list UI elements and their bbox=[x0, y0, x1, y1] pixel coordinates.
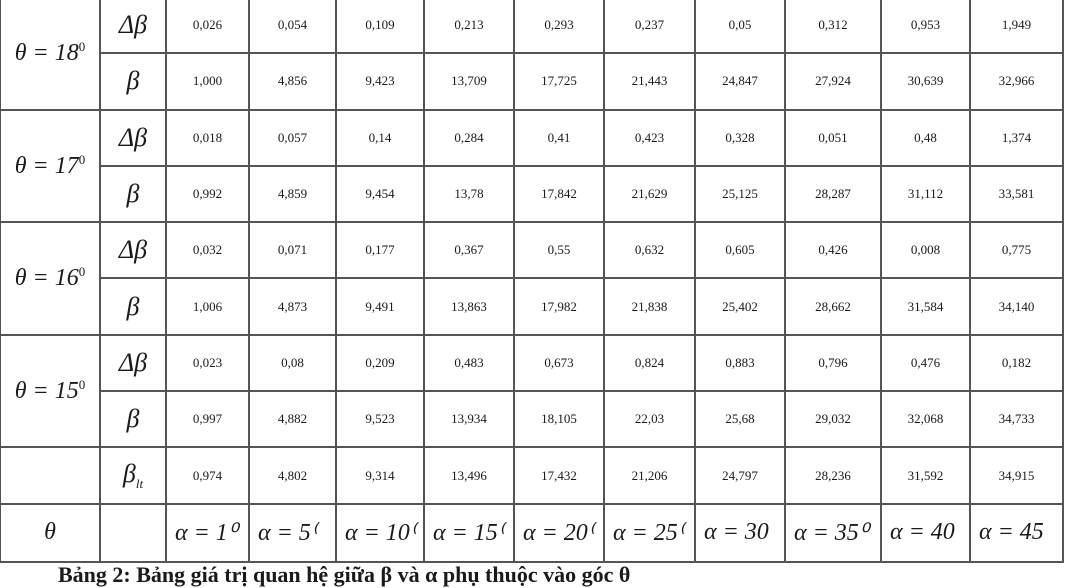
table-row bbox=[0, 53, 1063, 109]
theta-degree: 0 bbox=[78, 151, 86, 167]
beta-cell: 13,863 bbox=[424, 278, 514, 334]
theta-label-text: θ = 15 bbox=[14, 378, 79, 405]
alpha-header: α = 45 bbox=[970, 504, 1063, 562]
beta-lt-cell: 17,432 bbox=[514, 447, 604, 503]
delta-beta-cell: 0,023 bbox=[166, 335, 249, 391]
beta-cell: 1,000 bbox=[166, 53, 249, 109]
delta-beta-cell: 0,051 bbox=[785, 110, 881, 166]
beta-cell: 0,992 bbox=[166, 166, 249, 222]
delta-beta-cell: 0,312 bbox=[785, 0, 881, 53]
beta-lt-cell: 31,592 bbox=[881, 447, 970, 503]
beta-cell: 29,032 bbox=[785, 391, 881, 447]
alpha-header: α = 40 bbox=[881, 504, 970, 562]
delta-beta-cell: 0,054 bbox=[249, 0, 336, 53]
alpha-header: α = 15⁽ bbox=[424, 504, 514, 562]
beta-lt-cell: 34,915 bbox=[970, 447, 1063, 503]
delta-beta-cell: 0,026 bbox=[166, 0, 249, 53]
beta-cell: 4,873 bbox=[249, 278, 336, 334]
beta-cell: 4,882 bbox=[249, 391, 336, 447]
delta-beta-cell: 0,423 bbox=[604, 110, 695, 166]
beta-cell: 13,934 bbox=[424, 391, 514, 447]
table-row bbox=[0, 0, 1063, 53]
delta-beta-cell: 0,605 bbox=[695, 222, 785, 278]
beta-lt-cell: 4,802 bbox=[249, 447, 336, 503]
beta-lt-cell: 9,314 bbox=[336, 447, 424, 503]
beta-cell: 25,125 bbox=[695, 166, 785, 222]
delta-beta-cell: 0,55 bbox=[514, 222, 604, 278]
delta-beta-cell: 0,673 bbox=[514, 335, 604, 391]
theta-degree: 0 bbox=[78, 377, 86, 393]
delta-beta-cell: 0,48 bbox=[881, 110, 970, 166]
table-row bbox=[0, 504, 1063, 562]
delta-beta-cell: 0,824 bbox=[604, 335, 695, 391]
beta-lt-label bbox=[100, 447, 166, 503]
theta-label bbox=[0, 110, 100, 223]
beta-cell: 32,068 bbox=[881, 391, 970, 447]
theta-degree: 0 bbox=[78, 39, 86, 55]
beta-cell: 28,662 bbox=[785, 278, 881, 334]
delta-beta-cell: 0,071 bbox=[249, 222, 336, 278]
beta-cell: 31,584 bbox=[881, 278, 970, 334]
beta-cell: 32,966 bbox=[970, 53, 1063, 109]
delta-beta-cell: 0,213 bbox=[424, 0, 514, 53]
theta-label bbox=[0, 222, 100, 335]
delta-beta-cell: 0,796 bbox=[785, 335, 881, 391]
delta-beta-cell: 0,483 bbox=[424, 335, 514, 391]
delta-beta-cell: 0,05 bbox=[695, 0, 785, 53]
beta-cell: 18,105 bbox=[514, 391, 604, 447]
delta-beta-label: Δβ bbox=[100, 222, 166, 278]
beta-cell: 4,859 bbox=[249, 166, 336, 222]
beta-cell: 22,03 bbox=[604, 391, 695, 447]
delta-beta-cell: 0,367 bbox=[424, 222, 514, 278]
table-row bbox=[0, 391, 1063, 447]
theta-label-text: θ = 18 bbox=[14, 40, 79, 67]
beta-cell: 4,856 bbox=[249, 53, 336, 109]
delta-beta-cell: 0,209 bbox=[336, 335, 424, 391]
alpha-header: α = 30 bbox=[695, 504, 785, 562]
theta-label-text: θ = 17 bbox=[14, 152, 79, 179]
beta-cell: 1,006 bbox=[166, 278, 249, 334]
beta-lt-cell: 21,206 bbox=[604, 447, 695, 503]
alpha-header: α = 10⁽ bbox=[336, 504, 424, 562]
beta-cell: 13,709 bbox=[424, 53, 514, 109]
beta-cell: 0,997 bbox=[166, 391, 249, 447]
table-row bbox=[0, 335, 1063, 391]
theta-degree: 0 bbox=[78, 264, 86, 280]
table-row bbox=[0, 166, 1063, 222]
delta-beta-cell: 0,476 bbox=[881, 335, 970, 391]
delta-beta-label: Δβ bbox=[100, 335, 166, 391]
delta-beta-cell: 0,237 bbox=[604, 0, 695, 53]
delta-beta-cell: 0,08 bbox=[249, 335, 336, 391]
delta-beta-cell: 0,883 bbox=[695, 335, 785, 391]
delta-beta-cell: 0,953 bbox=[881, 0, 970, 53]
delta-beta-cell: 0,109 bbox=[336, 0, 424, 53]
empty-cell bbox=[100, 504, 166, 562]
alpha-header: α = 20⁽ bbox=[514, 504, 604, 562]
delta-beta-cell: 0,328 bbox=[695, 110, 785, 166]
delta-beta-cell: 0,775 bbox=[970, 222, 1063, 278]
beta-cell: 24,847 bbox=[695, 53, 785, 109]
delta-beta-cell: 0,008 bbox=[881, 222, 970, 278]
empty-cell bbox=[0, 447, 100, 503]
theta-label bbox=[0, 0, 100, 110]
beta-cell: 17,725 bbox=[514, 53, 604, 109]
delta-beta-cell: 0,41 bbox=[514, 110, 604, 166]
beta-cell: 9,454 bbox=[336, 166, 424, 222]
beta-cell: 25,68 bbox=[695, 391, 785, 447]
beta-label: β bbox=[100, 278, 166, 334]
delta-beta-cell: 0,177 bbox=[336, 222, 424, 278]
beta-cell: 31,112 bbox=[881, 166, 970, 222]
alpha-header: α = 25⁽ bbox=[604, 504, 695, 562]
beta-label: β bbox=[100, 53, 166, 109]
delta-beta-cell: 0,426 bbox=[785, 222, 881, 278]
delta-beta-label: Δβ bbox=[100, 110, 166, 166]
beta-cell: 34,733 bbox=[970, 391, 1063, 447]
delta-beta-cell: 0,14 bbox=[336, 110, 424, 166]
beta-cell: 9,491 bbox=[336, 278, 424, 334]
beta-cell: 9,423 bbox=[336, 53, 424, 109]
alpha-header: α = 5⁽ bbox=[249, 504, 336, 562]
beta-cell: 9,523 bbox=[336, 391, 424, 447]
delta-beta-cell: 1,949 bbox=[970, 0, 1063, 53]
beta-lt-cell: 13,496 bbox=[424, 447, 514, 503]
beta-cell: 28,287 bbox=[785, 166, 881, 222]
table-caption: Bảng 2: Bảng giá trị quan hệ giữa β và α phụ thuộc vào góc θ bbox=[58, 562, 631, 587]
delta-beta-cell: 0,182 bbox=[970, 335, 1063, 391]
delta-beta-cell: 0,057 bbox=[249, 110, 336, 166]
beta-lt-cell: 28,236 bbox=[785, 447, 881, 503]
beta-cell: 17,982 bbox=[514, 278, 604, 334]
theta-header: θ bbox=[0, 504, 100, 562]
delta-beta-cell: 0,032 bbox=[166, 222, 249, 278]
beta-cell: 25,402 bbox=[695, 278, 785, 334]
table-row bbox=[0, 447, 1063, 503]
table-row bbox=[0, 222, 1063, 278]
beta-lt-subscript: lt bbox=[135, 476, 144, 492]
table-row bbox=[0, 110, 1063, 166]
delta-beta-cell: 0,632 bbox=[604, 222, 695, 278]
beta-cell: 27,924 bbox=[785, 53, 881, 109]
beta-cell: 33,581 bbox=[970, 166, 1063, 222]
beta-label: β bbox=[100, 166, 166, 222]
beta-cell: 21,443 bbox=[604, 53, 695, 109]
delta-beta-cell: 0,293 bbox=[514, 0, 604, 53]
beta-cell: 30,639 bbox=[881, 53, 970, 109]
delta-beta-cell: 0,284 bbox=[424, 110, 514, 166]
theta-label bbox=[0, 335, 100, 448]
alpha-header: α = 35⁰ bbox=[785, 504, 881, 562]
beta-lt-symbol: β bbox=[122, 458, 136, 488]
table-row bbox=[0, 278, 1063, 334]
beta-lt-cell: 24,797 bbox=[695, 447, 785, 503]
beta-cell: 21,629 bbox=[604, 166, 695, 222]
beta-cell: 13,78 bbox=[424, 166, 514, 222]
beta-lt-cell: 0,974 bbox=[166, 447, 249, 503]
alpha-header: α = 1⁰ bbox=[166, 504, 249, 562]
delta-beta-cell: 0,018 bbox=[166, 110, 249, 166]
delta-beta-label: Δβ bbox=[100, 0, 166, 53]
beta-cell: 21,838 bbox=[604, 278, 695, 334]
beta-cell: 17,842 bbox=[514, 166, 604, 222]
beta-cell: 34,140 bbox=[970, 278, 1063, 334]
theta-label-text: θ = 16 bbox=[14, 265, 79, 292]
beta-label: β bbox=[100, 391, 166, 447]
delta-beta-cell: 1,374 bbox=[970, 110, 1063, 166]
